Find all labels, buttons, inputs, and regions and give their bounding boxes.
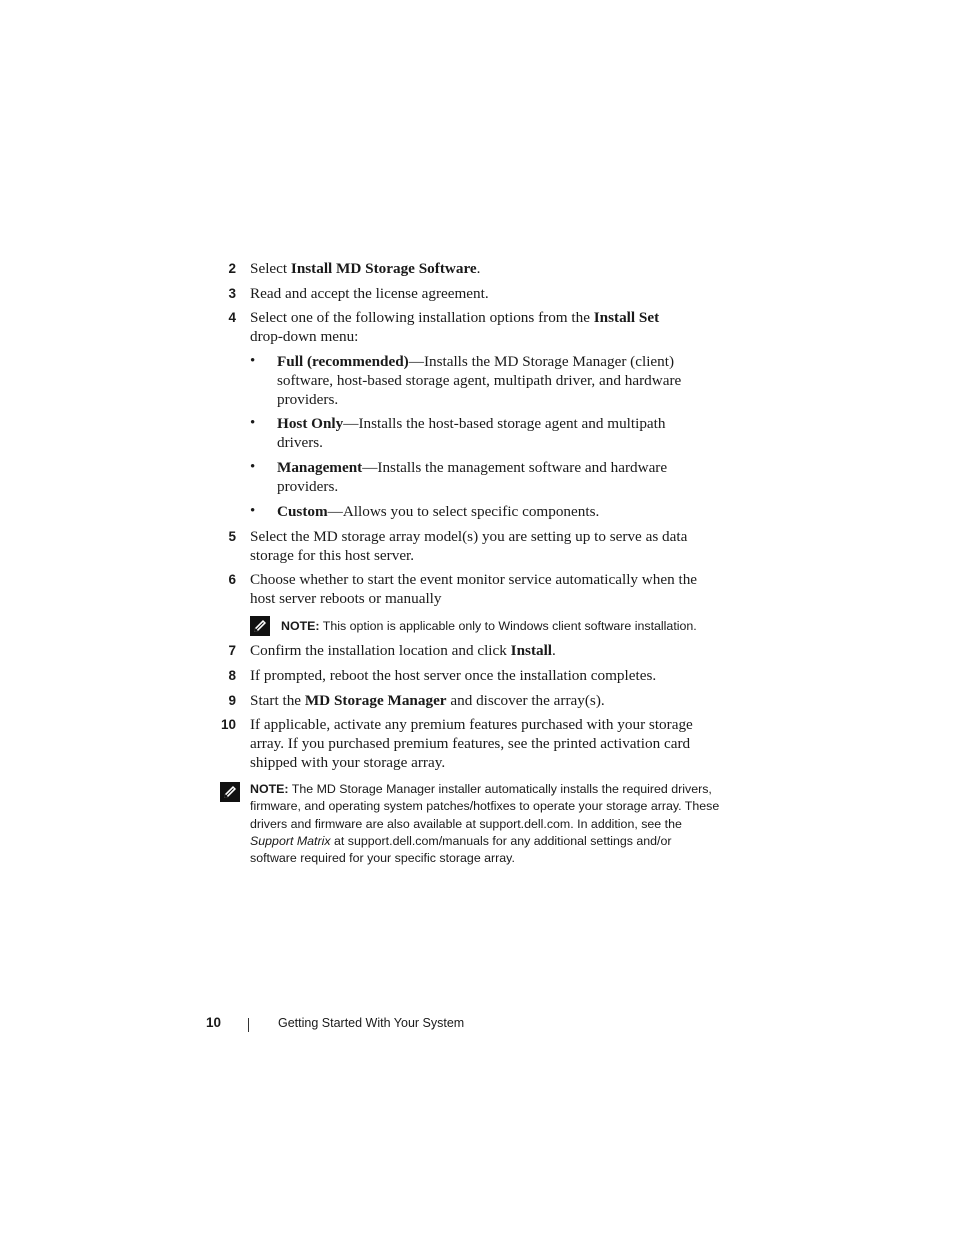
text: . xyxy=(552,642,556,659)
step-text: Read and accept the license agreement. xyxy=(250,285,489,302)
text: software, host-based storage agent, multipath driver, and hardware xyxy=(277,372,682,389)
text: array. If you purchased premium features, see the printed activation card xyxy=(250,735,691,752)
step-text xyxy=(250,570,720,608)
text: . xyxy=(476,260,481,277)
step-text xyxy=(250,308,720,346)
bullet-dot: • xyxy=(250,503,256,519)
step-number: 8 xyxy=(228,668,236,683)
link-text: support.dell.com/manuals xyxy=(347,833,489,848)
text: If applicable, activate any premium features purchased with your storage xyxy=(250,716,693,733)
bold-term: Install MD Storage Software xyxy=(290,260,477,277)
step-number: 10 xyxy=(220,717,236,732)
step-text: If prompted, reboot the host server once the installation completes. xyxy=(250,667,657,684)
bullet-text xyxy=(277,352,717,409)
step-number: 5 xyxy=(228,529,236,544)
page-number: 10 xyxy=(206,1015,222,1030)
bullet-text xyxy=(277,458,717,496)
text: —Installs the management software and hardware xyxy=(362,459,668,476)
text: shipped with your storage array. xyxy=(250,754,446,771)
text: Choose whether to start the event monitor service automatically when the xyxy=(250,571,698,588)
italic-term: Support Matrix xyxy=(250,833,331,848)
bullet-text xyxy=(277,414,717,452)
text: —Installs the MD Storage Manager (client) xyxy=(408,353,675,370)
text: at xyxy=(330,833,348,848)
step-number: 4 xyxy=(228,310,236,325)
bold-term: Install Set xyxy=(593,309,660,326)
footer-title: Getting Started With Your System xyxy=(278,1016,465,1030)
text: providers. xyxy=(277,478,339,495)
note-pencil-icon xyxy=(220,782,240,802)
text: for any additional settings and/or software required for your specific storage array. xyxy=(250,833,672,866)
bold-term: Custom xyxy=(277,503,328,520)
bullet-dot: • xyxy=(250,353,256,369)
step-number: 7 xyxy=(228,643,236,658)
text: storage for this host server. xyxy=(250,547,415,564)
text: host server reboots or manually xyxy=(250,590,442,607)
step-text xyxy=(250,527,720,565)
bold-term: MD Storage Manager xyxy=(316,782,436,796)
footer-separator xyxy=(248,1018,249,1032)
text: providers. xyxy=(277,391,339,408)
step-text xyxy=(250,715,720,772)
link-text: support.dell.com xyxy=(479,816,571,831)
text: drop-down menu: xyxy=(250,328,359,345)
text: This option is applicable only to Windows client software installation. xyxy=(319,619,697,633)
text: . In addition, see the xyxy=(570,816,682,831)
bold-term: MD Storage Manager xyxy=(304,692,447,709)
step-text xyxy=(250,691,720,710)
text: and discover the array(s). xyxy=(446,692,605,709)
bullet-dot: • xyxy=(250,415,256,431)
note-pencil-icon xyxy=(250,616,270,636)
step-text xyxy=(250,641,720,660)
note-text xyxy=(250,781,720,867)
text: Start the xyxy=(250,692,305,709)
text: drivers. xyxy=(277,434,323,451)
step-number: 3 xyxy=(228,286,236,301)
text: —Installs the host-based storage agent and multipath xyxy=(343,415,666,432)
note-label: NOTE: xyxy=(281,619,320,633)
note-text xyxy=(281,618,697,635)
note-label: NOTE: xyxy=(250,782,289,796)
bullet-text xyxy=(277,502,717,521)
step-number: 2 xyxy=(228,261,236,276)
text: The xyxy=(288,782,317,796)
text: —Allows you to select specific components. xyxy=(327,503,600,520)
step-text xyxy=(250,259,720,278)
bold-term: Management xyxy=(277,459,363,476)
text: Select one of the following installation options from the xyxy=(250,309,594,326)
bullet-dot: • xyxy=(250,459,256,475)
text: Confirm the installation location and click xyxy=(250,642,511,659)
step-number: 6 xyxy=(228,572,236,587)
bold-term: Install xyxy=(510,642,553,659)
text: Select xyxy=(250,260,291,277)
bold-term: Host Only xyxy=(277,415,344,432)
text: Select the MD storage array model(s) you are setting up to serve as data xyxy=(250,528,688,545)
step-number: 9 xyxy=(228,693,236,708)
text: installer automatically installs the required drivers, firmware, and operating system patches/hotfixes to operate your storage array. These drivers and firmware are also available at xyxy=(250,782,720,831)
bold-term: Full (recommended) xyxy=(277,353,409,370)
page-footer xyxy=(0,1015,954,1035)
